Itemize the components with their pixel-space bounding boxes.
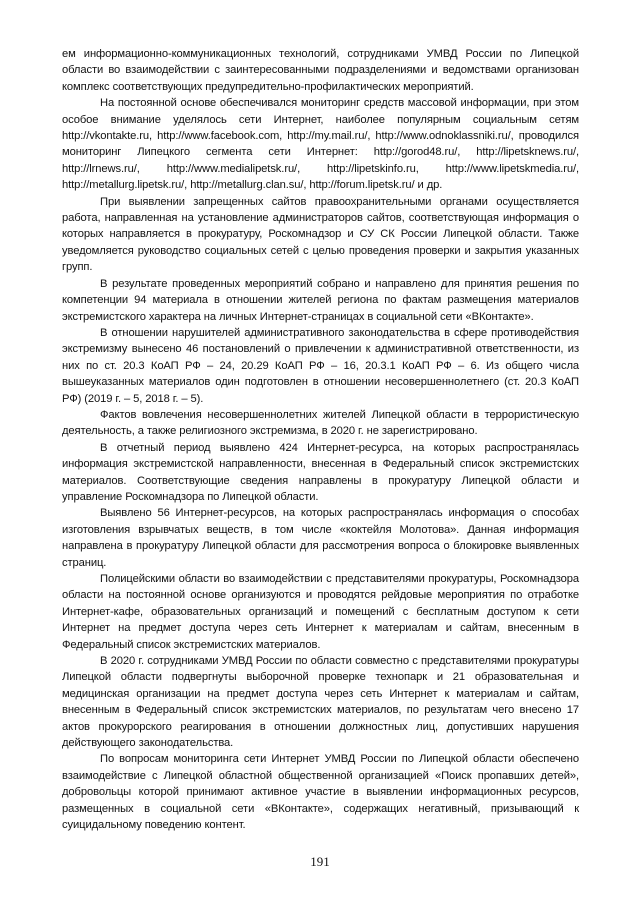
paragraph: На постоянной основе обеспечивался мониторинг средств массовой информации, при этом особое внимание уделялось сети Интернет, наиболее популярным социальным сетям http://vkontakte.ru, http://www.facebook.com, http://my.mail.ru/, http://www.odnoklassniki.ru/, проводился мониторинг Липецкого сегмента сети Интернет: http://gorod48.ru/, http://lipetsknews.ru/, http://lrnews.ru/, http://www.medialipetsk.ru/, http://lipetskinfo.ru, http://www.lipetskmedia.ru/, http://metallurg.lipetsk.ru/, http://metallurg.clan.su/, http://forum.lipetsk.ru/ и др. [62,97,579,192]
paragraph: Фактов вовлечения несовершеннолетних жителей Липецкой области в террористическую деятельность, а также религиозного экстремизма, в 2020 г. не зарегистрировано. [62,408,579,438]
document-body [62,46,579,834]
paragraph: В 2020 г. сотрудниками УМВД России по области совместно с представителями прокуратуры Липецкой области подвергнуты выборочной проверке технопарк и 21 образовательная и медицинская организации на предмет доступа через сеть Интернет к материалам и сайтам, внесенным в Федеральный список экстремистских материалов, по результатам чего внесено 17 актов прокурорского реагирования в отношении должностных лиц, допустивших нарушения действующего законодательства. [62,655,579,750]
page-number: 191 [310,854,330,869]
paragraph: В результате проведенных мероприятий собрано и направлено для принятия решения по компетенции 94 материала в отношении жителей региона по фактам размещения материалов экстремистского характера на личных Интернет-страницах в социальной сети «ВКонтакте». [62,277,579,323]
paragraph: Выявлено 56 Интернет-ресурсов, на которых распространялась информация о способах изготовления взрывчатых веществ, в том числе «коктейля Молотова». Данная информация направлена в прокуратуру Липецкой области для рассмотрения вопроса о блокировке выявленных страниц. [62,507,579,569]
paragraph: В отношении нарушителей административного законодательства в сфере противодействия экстремизму вынесено 46 постановлений о привлечении к административной ответственности, из них по ст. 20.3 КоАП РФ – 24, 20.29 КоАП РФ – 16, 20.3.1 КоАП РФ – 6. Из общего числа вышеуказанных материалов один подготовлен в отношении несовершеннолетнего (ст. 20.3 КоАП РФ) (2019 г. – 5, 2018 г. – 5). [62,326,579,405]
paragraph: При выявлении запрещенных сайтов правоохранительными органами осуществляется работа, направленная на установление администраторов сайтов, соответствующая информация о которых направляется в прокуратуру, Роскомнадзор и СУ СК России Липецкой области. Также уведомляется руководство социальных сетей с целью проведения проверки и закрытия указанных групп. [62,195,579,274]
paragraph: ем информационно-коммуникационных технологий, сотрудниками УМВД России по Липецкой области во взаимодействии с заинтересованными подразделениями и ведомствами организован комплекс соответствующих предупредительно-профилактических мероприятий. [62,48,579,93]
paragraph: Полицейскими области во взаимодействии с представителями прокуратуры, Роскомнадзора области на постоянной основе организуются и проводятся рейдовые мероприятия по отработке Интернет-кафе, образовательных организаций и помещений с бесплатным доступом к сети Интернет на предмет доступа через сеть Интернет к материалам и сайтам, внесенным в Федеральный список экстремистских материалов. [62,573,579,651]
paragraph: В отчетный период выявлено 424 Интернет-ресурса, на которых распространялась информация экстремистской направленности, внесенная в Федеральный список экстремистских материалов. Соответствующие сведения направлены в прокуратуру Липецкой области и управление Роскомнадзора по Липецкой области. [62,441,579,503]
paragraph: По вопросам мониторинга сети Интернет УМВД России по Липецкой области обеспечено взаимодействие с Липецкой областной общественной организацией «Поиск пропавших детей», добровольцы которой принимают активное участие в выявлении информационных ресурсов, размещенных в социальной сети «ВКонтакте», содержащих негативный, призывающий к суицидальному поведению контент. [62,753,579,832]
